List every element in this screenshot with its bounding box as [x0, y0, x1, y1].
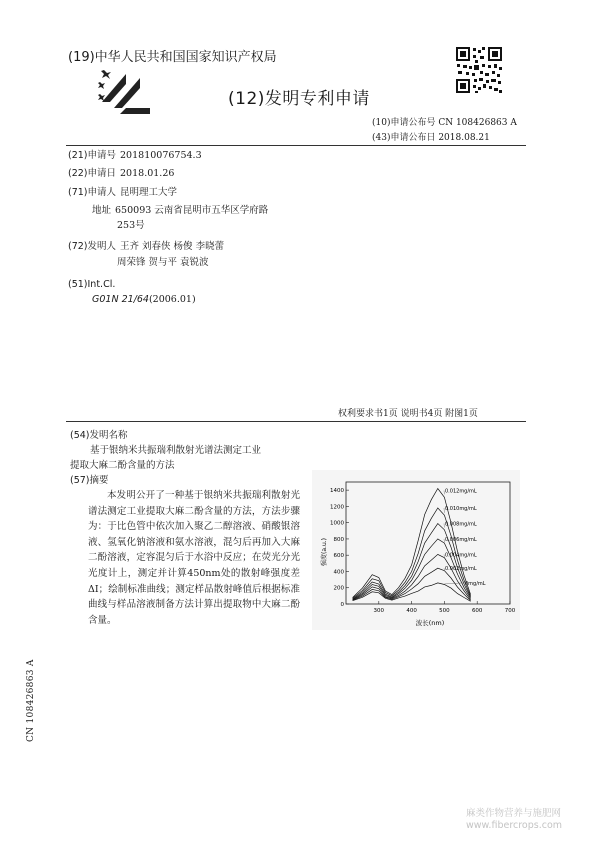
inventors-line2: 周荣锋 贺与平 袁锐波	[117, 257, 209, 268]
address-line2: 253号	[117, 220, 145, 231]
y-tick-label: 400	[333, 569, 344, 576]
y-tick-label: 1000	[330, 520, 344, 527]
intcl-row	[92, 293, 196, 307]
application-number: 201810076754.3	[120, 150, 202, 161]
page-count: 权利要求书1页 说明书4页 附图1页	[338, 409, 478, 419]
abstract-text: 本发明公开了一种基于银纳米共振瑞利散射光谱法测定工业提取大麻二酚含量的方法，方法步骤为：于比色管中依次加入聚乙二醇溶液、硝酸银溶液、氢氧化钠溶液和氨水溶液，混匀后再加入大麻二酚溶液，定容混匀后于水浴中反应；在荧光分光光度计上，测定并计算450nm处的散射峰强度差ΔI；绘制标准曲线；测定样品散射峰值后根据标准曲线与样品溶液制备方法计算出提取物中大麻二酚含量。	[88, 490, 300, 626]
series-label: 0.010mg/mL	[445, 506, 477, 513]
watermark-line2: www.fibercrops.com	[466, 820, 563, 831]
x-tick-label: 500	[439, 608, 450, 614]
application-date: 2018.01.26	[120, 168, 175, 179]
applicant-label: (71)申请人	[68, 187, 117, 198]
inventors-row	[68, 240, 224, 254]
top-rule	[66, 145, 526, 146]
abstract-figure	[312, 470, 520, 630]
series-line	[353, 583, 471, 601]
series-label: 0.008mg/mL	[445, 521, 477, 528]
publication-number: (10)申请公布号 CN 108426863 A	[372, 118, 517, 128]
y-axis-label: 强度(a.u.)	[321, 538, 328, 566]
x-tick-label: 600	[471, 608, 483, 614]
watermark	[466, 808, 562, 832]
qr-code-icon	[455, 46, 503, 94]
applicant: 昆明理工大学	[120, 187, 178, 198]
inventors-label: (72)发明人	[68, 241, 117, 252]
abstract-label: (57)摘要	[70, 475, 109, 486]
address-line1: 650093 云南省昆明市五华区学府路	[115, 205, 269, 216]
inventors-line1: 王齐 刘春侠 杨俊 李晓蕾	[120, 241, 225, 252]
series-label: 0.004mg/mL	[445, 552, 477, 559]
publication-info	[372, 116, 517, 146]
cnipa-emblem-icon	[96, 64, 154, 116]
address-row	[92, 204, 268, 218]
application-number-row	[68, 149, 202, 163]
x-tick-label: 400	[406, 608, 417, 614]
chart-series-labels	[444, 489, 486, 587]
document-type: (12)发明专利申请	[228, 89, 370, 109]
application-date-label: (22)申请日	[68, 168, 117, 179]
series-label: 0.006mg/mL	[445, 536, 477, 543]
y-tick-label: 1200	[330, 504, 344, 511]
series-label: 0.012mg/mL	[445, 488, 477, 495]
side-publication-number: CN 108426863 A	[26, 659, 36, 742]
spectrum-chart	[312, 470, 520, 630]
middle-rule	[66, 421, 526, 422]
title-line1: 基于银纳米共振瑞利散射光谱法测定工业	[90, 445, 262, 456]
intcl-label: (51)Int.Cl.	[68, 279, 116, 290]
y-tick-label: 200	[333, 585, 344, 592]
x-tick-label: 300	[373, 608, 385, 614]
publication-date: (43)申请公布日 2018.08.21	[372, 133, 490, 143]
title-line2: 提取大麻二酚含量的方法	[70, 460, 175, 471]
y-tick-label: 1400	[330, 488, 344, 495]
x-tick-label: 700	[504, 608, 516, 614]
x-axis-label: 波长(nm)	[415, 619, 445, 627]
y-tick-label: 0	[340, 602, 344, 608]
invention-title-block	[70, 428, 310, 473]
series-line	[353, 524, 471, 600]
series-label: 0.002mg/mL	[445, 566, 477, 573]
series-label: 0mg/mL	[465, 580, 486, 587]
intcl-code: G01N 21/64	[92, 294, 149, 305]
y-tick-label: 800	[333, 536, 344, 543]
application-number-label: (21)申请号	[68, 150, 117, 161]
applicant-row	[68, 186, 177, 200]
intcl-year: (2006.01)	[148, 294, 196, 305]
watermark-line1: 麻类作物营养与施肥网	[466, 808, 562, 819]
abstract-block	[88, 488, 300, 628]
office-name: (19)中华人民共和国国家知识产权局	[68, 50, 277, 65]
application-date-row	[68, 167, 174, 181]
address-label: 地址	[92, 205, 112, 216]
title-label: (54)发明名称	[70, 430, 128, 441]
y-tick-label: 600	[333, 553, 344, 560]
